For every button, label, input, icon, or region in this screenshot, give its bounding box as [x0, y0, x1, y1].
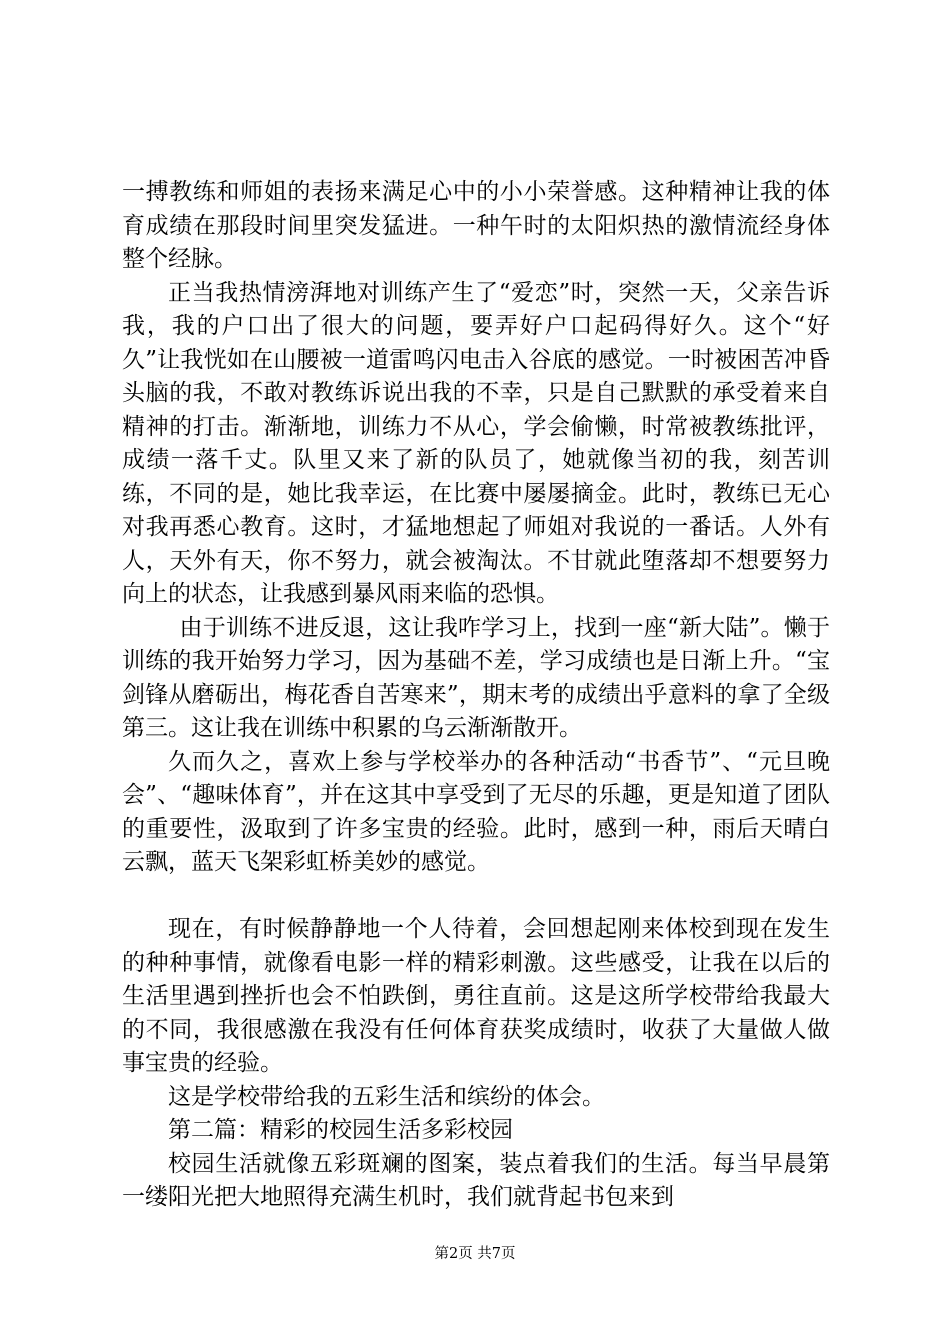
document-body [122, 176, 830, 1215]
paragraph-3: 由于训练不进反退，这让我咋学习上，找到一座“新大陆”。懒于训练的我开始努力学习，因为基础不差，学习成绩也是日渐上升。“宝剑锋从磨砺出，梅花香自苦寒来”，期末考的成绩出乎意料的拿了全级第三。这让我在训练中积累的乌云渐渐散开。 [122, 614, 830, 741]
section-heading: 第二篇：精彩的校园生活多彩校园 [168, 1117, 513, 1143]
paragraph-2: 正当我热情滂湃地对训练产生了“爱恋”时，突然一天，父亲告诉我，我的户口出了很大的问题，要弄好户口起码得好久。这个“好久”让我恍如在山腰被一道雷鸣闪电击入谷底的感觉。一时被困苦冲昏头脑的我，不敢对教练诉说出我的不幸，只是自己默默的承受着来自精神的打击。渐渐地，训练力不从心，学会偷懒，时常被教练批评，成绩一落千丈。队里又来了新的队员了，她就像当初的我，刻苦训练，不同的是，她比我幸运，在比赛中屡屡摘金。此时，教练已无心对我再悉心教育。这时，才猛地想起了师姐对我说的一番话。人外有人，天外有天，你不努力，就会被淘汰。不甘就此堕落却不想要努力向上的状态，让我感到暴风雨来临的恐惧。 [122, 279, 830, 607]
paragraph-4: 久而久之，喜欢上参与学校举办的各种活动“书香节”、“元旦晚会”、“趣味体育”，并在这其中享受到了无尽的乐趣，更是知道了团队的重要性，汲取到了许多宝贵的经验。此时，感到一种，雨后天晴白云飘，蓝天飞架彩虹桥美妙的感觉。 [122, 748, 830, 875]
paragraph-gap [122, 880, 830, 914]
paragraph-6: 这是学校带给我的五彩生活和缤纷的体会。 [168, 1083, 605, 1110]
paragraph-5: 现在，有时候静静地一个人待着，会回想起刚来体校到现在发生的种种事情，就像看电影一样的精彩刺激。这些感受，让我在以后的生活里遇到挫折也会不怕跌倒，勇往直前。这是这所学校带给我最大的不同，我很感激在我没有任何体育获奖成绩时，收获了大量做人做事宝贵的经验。 [122, 916, 830, 1076]
paragraph-7: 校园生活就像五彩斑斓的图案，装点着我们的生活。每当早晨第一缕阳光把大地照得充满生机时，我们就背起书包来到 [122, 1150, 830, 1210]
page-number-footer: 第2页 共7页 [434, 1246, 516, 1262]
paragraph-1: 一搏教练和师姐的表扬来满足心中的小小荣誉感。这种精神让我的体育成绩在那段时间里突发猛进。一种午时的太阳炽热的激情流经身体整个经脉。 [122, 179, 830, 272]
